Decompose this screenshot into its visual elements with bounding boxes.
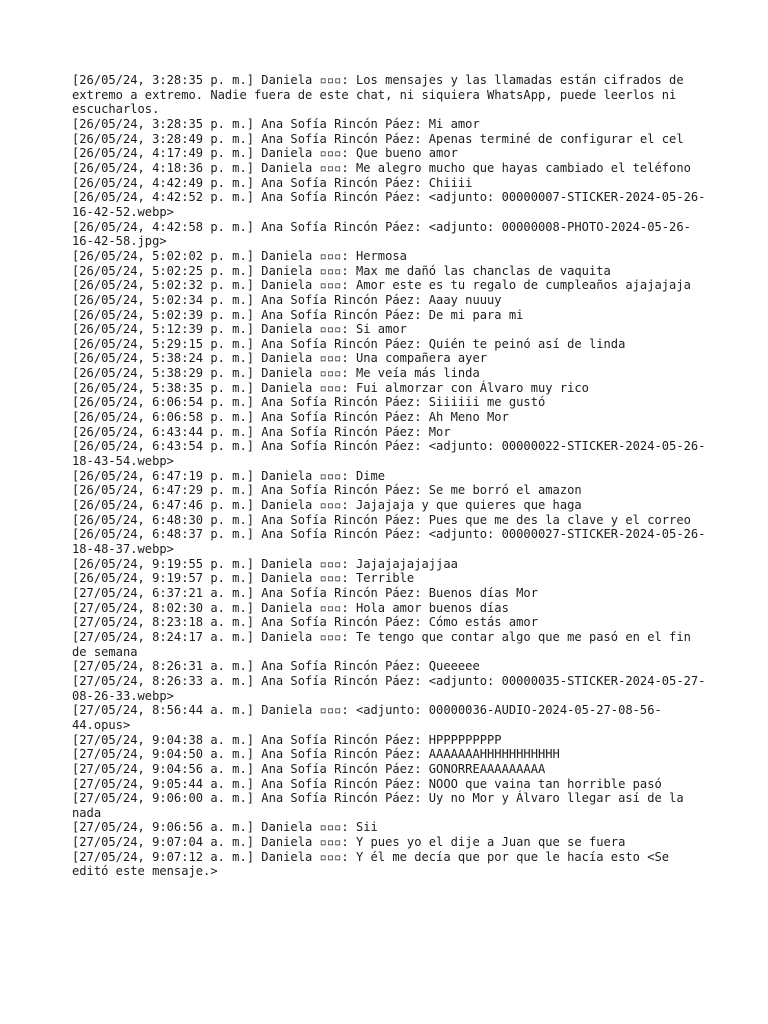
chat-message-line: [27/05/24, 8:02:30 a. m.] Daniela ▫▫▫: Hola amor buenos días xyxy=(72,600,509,615)
chat-message-line: [26/05/24, 4:42:52 p. m.] Ana Sofía Rincón Páez: <adjunto: 00000007-STICKER-2024-05-26-16-42-52.webp> xyxy=(72,190,706,219)
chat-message-line: [26/05/24, 5:02:02 p. m.] Daniela ▫▫▫: Hermosa xyxy=(72,248,407,263)
chat-message-line: [26/05/24, 6:47:46 p. m.] Daniela ▫▫▫: Jajajaja y que quieres que haga xyxy=(72,498,582,513)
chat-message-line: [27/05/24, 8:23:18 a. m.] Ana Sofía Rincón Páez: Cómo estás amor xyxy=(72,615,538,630)
chat-message-line: [26/05/24, 3:28:49 p. m.] Ana Sofía Rincón Páez: Apenas terminé de configurar el cel xyxy=(72,131,684,146)
chat-message-line: [26/05/24, 9:19:57 p. m.] Daniela ▫▫▫: Terrible xyxy=(72,571,415,586)
chat-message-line: [26/05/24, 4:18:36 p. m.] Daniela ▫▫▫: Me alegro mucho que hayas cambiado el teléfono xyxy=(72,160,691,175)
chat-message-line: [27/05/24, 9:05:44 a. m.] Ana Sofía Rincón Páez: NOOO que vaina tan horrible pasó xyxy=(72,776,662,791)
chat-message-line: [26/05/24, 6:47:19 p. m.] Daniela ▫▫▫: Dime xyxy=(72,468,386,483)
chat-message-line: [27/05/24, 8:24:17 a. m.] Daniela ▫▫▫: Te tengo que contar algo que me pasó en el fin de semana xyxy=(72,629,699,659)
chat-message-line: [26/05/24, 6:48:37 p. m.] Ana Sofía Rincón Páez: <adjunto: 00000027-STICKER-2024-05-26-18-48-37.webp> xyxy=(72,527,706,556)
chat-message-line: [26/05/24, 5:38:29 p. m.] Daniela ▫▫▫: Me veía más linda xyxy=(72,366,480,381)
chat-message-line: [26/05/24, 5:02:34 p. m.] Ana Sofía Rincón Páez: Aaay nuuuy xyxy=(72,292,502,307)
chat-message-line: [26/05/24, 9:19:55 p. m.] Daniela ▫▫▫: Jajajajajajjaa xyxy=(72,556,458,571)
chat-message-line: [26/05/24, 4:17:49 p. m.] Daniela ▫▫▫: Que bueno amor xyxy=(72,146,458,161)
chat-message-line: [26/05/24, 5:02:25 p. m.] Daniela ▫▫▫: Max me dañó las chanclas de vaquita xyxy=(72,263,611,278)
chat-message-line: [26/05/24, 4:42:49 p. m.] Ana Sofía Rincón Páez: Chiiii xyxy=(72,175,473,190)
chat-message-line: [26/05/24, 3:28:35 p. m.] Ana Sofía Rincón Páez: Mi amor xyxy=(72,116,480,131)
chat-message-line: [27/05/24, 9:04:50 a. m.] Ana Sofía Rincón Páez: AAAAAAAHHHHHHHHHHH xyxy=(72,747,560,762)
chat-transcript xyxy=(72,73,712,879)
chat-message-line: [26/05/24, 5:02:39 p. m.] Ana Sofía Rincón Páez: De mi para mi xyxy=(72,307,524,322)
chat-message-line: [27/05/24, 8:26:31 a. m.] Ana Sofía Rincón Páez: Queeeee xyxy=(72,659,480,674)
chat-message-line: [26/05/24, 4:42:58 p. m.] Ana Sofía Rincón Páez: <adjunto: 00000008-PHOTO-2024-05-26-16-42-58.jpg> xyxy=(72,219,691,249)
chat-message-line: [26/05/24, 6:06:58 p. m.] Ana Sofía Rincón Páez: Ah Meno Mor xyxy=(72,410,509,425)
chat-message-line: [27/05/24, 6:37:21 a. m.] Ana Sofía Rincón Páez: Buenos días Mor xyxy=(72,585,538,600)
chat-message-line: [26/05/24, 6:43:44 p. m.] Ana Sofía Rincón Páez: Mor xyxy=(72,424,451,439)
chat-message-line: [26/05/24, 5:02:32 p. m.] Daniela ▫▫▫: Amor este es tu regalo de cumpleaños ajajajaja xyxy=(72,278,691,293)
chat-message-line: [27/05/24, 9:07:12 a. m.] Daniela ▫▫▫: Y él me decía que por que le hacía esto <Se editó este mensaje.> xyxy=(72,849,677,879)
chat-message-line: [26/05/24, 6:48:30 p. m.] Ana Sofía Rincón Páez: Pues que me des la clave y el correo xyxy=(72,512,691,527)
chat-message-line: [27/05/24, 8:26:33 a. m.] Ana Sofía Rincón Páez: <adjunto: 00000035-STICKER-2024-05-27-08-26-33.webp> xyxy=(72,673,706,703)
chat-message-line: [26/05/24, 5:12:39 p. m.] Daniela ▫▫▫: Si amor xyxy=(72,322,407,337)
chat-message-line: [26/05/24, 6:47:29 p. m.] Ana Sofía Rincón Páez: Se me borró el amazon xyxy=(72,483,582,498)
chat-message-line: [27/05/24, 9:04:38 a. m.] Ana Sofía Rincón Páez: HPPPPPPPPP xyxy=(72,732,502,747)
chat-message-line: [27/05/24, 9:04:56 a. m.] Ana Sofía Rincón Páez: GONORREAAAAAAAAA xyxy=(72,761,546,776)
chat-message-line: [27/05/24, 8:56:44 a. m.] Daniela ▫▫▫: <adjunto: 00000036-AUDIO-2024-05-27-08-56-44.opus> xyxy=(72,703,662,732)
chat-message-line: [26/05/24, 5:29:15 p. m.] Ana Sofía Rincón Páez: Quién te peinó así de linda xyxy=(72,336,626,351)
chat-message-line: [26/05/24, 6:43:54 p. m.] Ana Sofía Rincón Páez: <adjunto: 00000022-STICKER-2024-05-26-18-43-54.webp> xyxy=(72,439,706,469)
chat-message-line: [26/05/24, 5:38:35 p. m.] Daniela ▫▫▫: Fui almorzar con Álvaro muy rico xyxy=(72,380,589,395)
chat-message-line: [26/05/24, 6:06:54 p. m.] Ana Sofía Rincón Páez: Siiiiii me gustó xyxy=(72,395,546,410)
chat-message-line: [27/05/24, 9:06:00 a. m.] Ana Sofía Rincón Páez: Uy no Mor y Álvaro llegar así de la nada xyxy=(72,791,691,820)
chat-message-line: [27/05/24, 9:07:04 a. m.] Daniela ▫▫▫: Y pues yo el dije a Juan que se fuera xyxy=(72,835,626,850)
chat-message-line: [26/05/24, 5:38:24 p. m.] Daniela ▫▫▫: Una compañera ayer xyxy=(72,351,488,366)
chat-message-line: [26/05/24, 3:28:35 p. m.] Daniela ▫▫▫: Los mensajes y las llamadas están cifrados de extremo a extremo. Nadie fuera de este chat, ni siquiera WhatsApp, puede leerlos ni escucharlos. xyxy=(72,73,691,117)
chat-message-line: [27/05/24, 9:06:56 a. m.] Daniela ▫▫▫: Sii xyxy=(72,820,378,835)
